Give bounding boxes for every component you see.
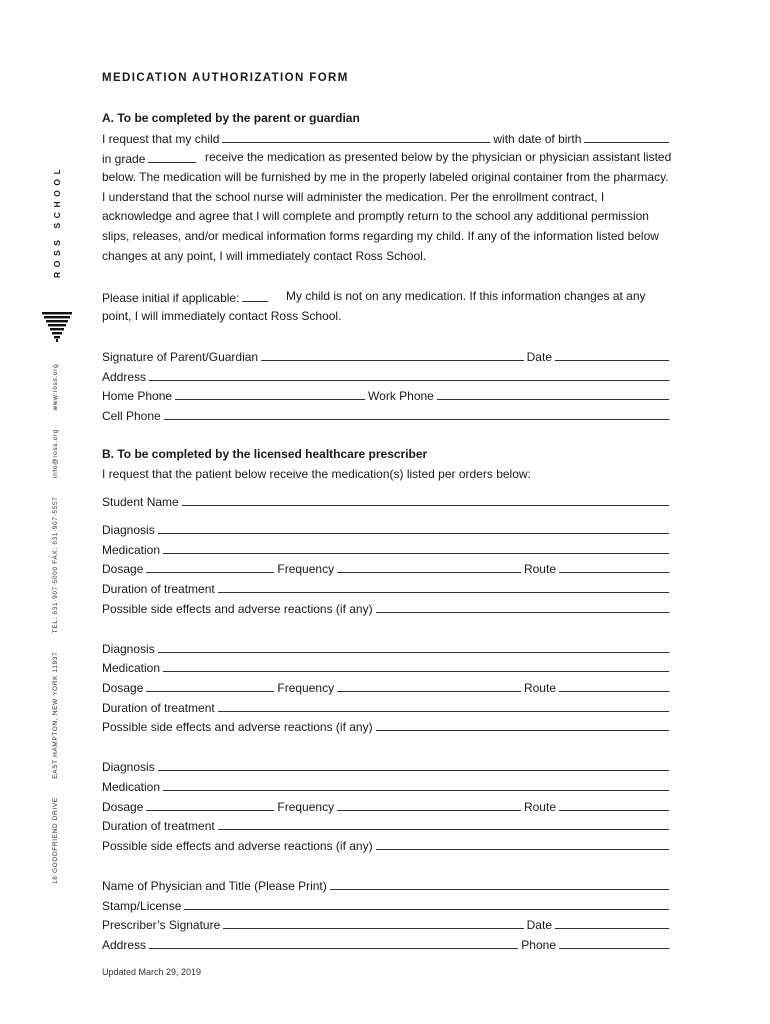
form-title: MEDICATION AUTHORIZATION FORM	[102, 72, 349, 84]
route-label: Route	[523, 681, 556, 695]
side-effects-label: Possible side effects and adverse reactions (if any)	[102, 839, 373, 853]
ross-school-tree-logo-icon	[41, 312, 73, 342]
diagnosis-field[interactable]	[158, 641, 669, 653]
diagnosis-label: Diagnosis	[102, 760, 155, 774]
parent-date-field[interactable]	[555, 349, 669, 361]
prescriber-date-field[interactable]	[555, 917, 669, 929]
grade-label: in grade	[102, 152, 146, 166]
child-name-field[interactable]	[222, 131, 490, 143]
frequency-label: Frequency	[277, 800, 335, 814]
prescriber-address-label: Address	[102, 938, 147, 952]
child-name-row	[102, 131, 672, 146]
duration-field[interactable]	[218, 700, 669, 712]
route-field[interactable]	[559, 561, 669, 573]
side-effects-label: Possible side effects and adverse reactions (if any)	[102, 720, 373, 734]
consent-paragraph: receive the medication as presented below by the physician or physician assistant listed below. The medication will be furnished by me in the properly labeled original container from the pharmacy. I understand that the school nurse will administer the medication. Per the enrollment contract, I acknowledge and agree that I will complete and promptly return to the school any additional permission slips, releases, and/or medical information forms regarding my child. If any of the information listed below changes at any point, I will immediately contact Ross School.	[102, 150, 672, 263]
home-phone-field[interactable]	[175, 388, 365, 400]
medication-row	[102, 660, 672, 675]
prescriber-phone-field[interactable]	[559, 937, 669, 949]
diagnosis-label: Diagnosis	[102, 523, 155, 537]
school-phones: TEL: 631·907·5000 FAX: 631·907·5557	[52, 496, 59, 634]
route-field[interactable]	[559, 799, 669, 811]
school-email: info@ross.org	[52, 428, 59, 478]
school-website: www.ross.org	[52, 363, 59, 411]
medication-field[interactable]	[163, 660, 669, 672]
side-effects-field[interactable]	[376, 719, 669, 731]
no-medication-statement: My child is not on any medication. If this information changes at any point, I will immediately contact Ross School.	[102, 289, 646, 323]
date-label: Date	[526, 350, 552, 364]
frequency-label: Frequency	[277, 562, 335, 576]
cell-phone-label: Cell Phone	[102, 409, 161, 423]
medication-row	[102, 542, 672, 557]
diagnosis-field[interactable]	[158, 522, 669, 534]
diagnosis-row	[102, 759, 672, 774]
dob-field[interactable]	[584, 131, 669, 143]
student-name-row	[102, 494, 672, 509]
diagnosis-field[interactable]	[158, 759, 669, 771]
physician-name-label: Name of Physician and Title (Please Print)	[102, 879, 327, 893]
phone-row	[102, 388, 672, 403]
section-a-heading: A. To be completed by the parent or guardian	[102, 111, 360, 125]
cell-phone-row	[102, 408, 672, 423]
duration-field[interactable]	[218, 581, 669, 593]
child-label: I request that my child	[102, 132, 220, 146]
school-contact-info	[52, 348, 59, 884]
dosage-label: Dosage	[102, 562, 144, 576]
home-phone-label: Home Phone	[102, 389, 173, 403]
side-effects-field[interactable]	[376, 601, 669, 613]
dosage-label: Dosage	[102, 800, 144, 814]
initial-label: Please initial if applicable:	[102, 291, 240, 305]
prescriber-signature-row	[102, 917, 672, 932]
school-city: EAST HAMPTON, NEW YORK 11937	[52, 651, 59, 779]
side-effects-row	[102, 601, 672, 616]
medication-row	[102, 779, 672, 794]
student-name-label: Student Name	[102, 495, 179, 509]
dob-label: with date of birth	[493, 132, 582, 146]
parent-signature-field[interactable]	[261, 349, 524, 361]
dosage-row	[102, 799, 672, 814]
route-label: Route	[523, 562, 556, 576]
parent-signature-label: Signature of Parent/Guardian	[102, 350, 259, 364]
parent-signature-row	[102, 349, 672, 364]
duration-field[interactable]	[218, 818, 669, 830]
medication-label: Medication	[102, 780, 161, 794]
stamp-label: Stamp/License	[102, 899, 182, 913]
updated-date: Updated March 29, 2019	[102, 967, 202, 977]
prescriber-intro: I request that the patient below receive the medication(s) listed per orders below:	[102, 467, 531, 481]
diagnosis-row	[102, 641, 672, 656]
prescriber-address-field[interactable]	[149, 937, 518, 949]
duration-label: Duration of treatment	[102, 701, 215, 715]
date-label: Date	[526, 918, 552, 932]
work-phone-label: Work Phone	[368, 389, 434, 403]
parent-address-field[interactable]	[149, 369, 669, 381]
frequency-label: Frequency	[277, 681, 335, 695]
duration-row	[102, 581, 672, 596]
school-address: 18 GOODFRIEND DRIVE	[52, 797, 59, 884]
physician-name-row	[102, 878, 672, 893]
address-label: Address	[102, 370, 147, 384]
dosage-field[interactable]	[146, 561, 274, 573]
medication-label: Medication	[102, 661, 161, 675]
stamp-field[interactable]	[184, 898, 669, 910]
duration-label: Duration of treatment	[102, 819, 215, 833]
side-effects-row	[102, 838, 672, 853]
dosage-row	[102, 680, 672, 695]
diagnosis-label: Diagnosis	[102, 642, 155, 656]
dosage-field[interactable]	[146, 680, 274, 692]
medication-field[interactable]	[163, 542, 669, 554]
duration-row	[102, 818, 672, 833]
frequency-field[interactable]	[337, 799, 521, 811]
route-field[interactable]	[559, 680, 669, 692]
medication-label: Medication	[102, 543, 161, 557]
route-label: Route	[523, 800, 556, 814]
dosage-field[interactable]	[146, 799, 274, 811]
section-b-heading: B. To be completed by the licensed healthcare prescriber	[102, 447, 428, 461]
cell-phone-field[interactable]	[164, 408, 669, 420]
frequency-field[interactable]	[337, 680, 521, 692]
dosage-row	[102, 561, 672, 576]
school-name: ROSS SCHOOL	[52, 164, 62, 278]
dosage-label: Dosage	[102, 681, 144, 695]
frequency-field[interactable]	[337, 561, 521, 573]
medication-field[interactable]	[163, 779, 669, 791]
duration-row	[102, 700, 672, 715]
prescriber-signature-label: Prescriber’s Signature	[102, 918, 221, 932]
parent-address-row	[102, 369, 672, 384]
physician-name-field[interactable]	[330, 878, 669, 890]
duration-label: Duration of treatment	[102, 582, 215, 596]
work-phone-field[interactable]	[437, 388, 669, 400]
prescriber-address-row	[102, 937, 672, 952]
side-effects-label: Possible side effects and adverse reactions (if any)	[102, 602, 373, 616]
side-effects-field[interactable]	[376, 838, 669, 850]
stamp-row	[102, 898, 672, 913]
side-effects-row	[102, 719, 672, 734]
student-name-field[interactable]	[182, 494, 669, 506]
prescriber-signature-field[interactable]	[223, 917, 523, 929]
phone-label: Phone	[521, 938, 556, 952]
diagnosis-row	[102, 522, 672, 537]
